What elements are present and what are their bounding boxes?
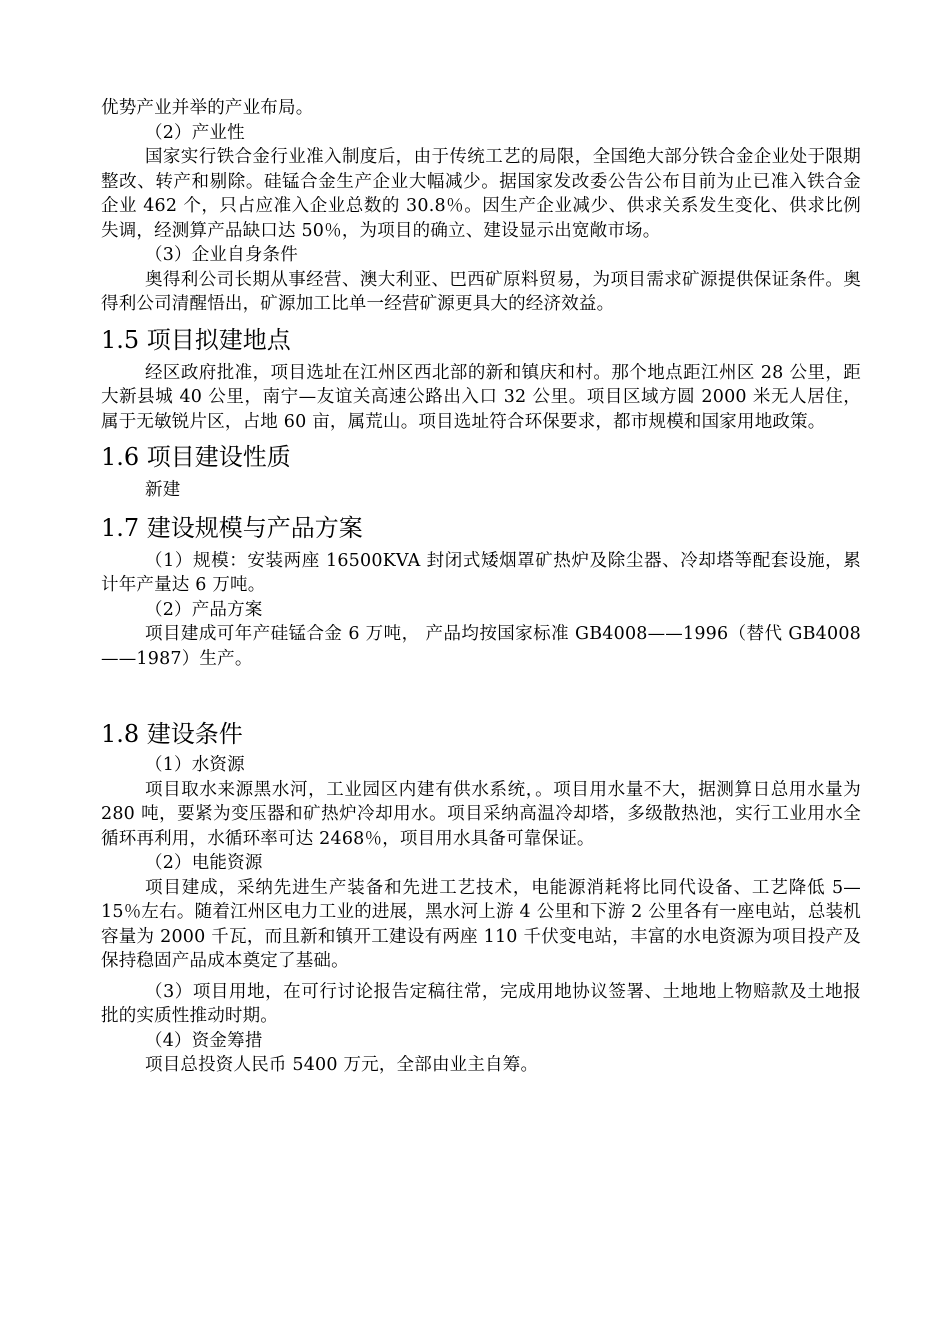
section-1-6-heading: 1.6 项目建设性质 [101,443,291,471]
item-3-paragraph: 奥得利公司长期从事经营、澳大利亚、巴西矿原料贸易，为项目需求矿源提供保证条件。奥得利公司清醒悟出，矿源加工比单一经营矿源更具大的经济效益。 [101,269,861,314]
section-1-7-item-2-paragraph: 项目建成可年产硅锰合金 6 万吨， 产品均按国家标准 GB4008——1996（替代 GB4008——1987）生产。 [101,624,861,669]
section-1-7-heading: 1.7 建设规模与产品方案 [101,513,363,542]
section-1-8-item-2-paragraph: 项目建成，采纳先进生产装备和先进工艺技术，电能源消耗将比同代设备、工艺降低 5—15％左右。随着江州区电力工业的进展，黑水河上游 4 公里和下游 2 公里各有一座电站，总装机容量为 2000 千瓦，而且新和镇开工建设有两座 110 千伏变电站，丰富的水电资源为项目投产及保持稳固产品成本奠定了基础。 [101,877,861,971]
section-1-8-heading: 1.8 建设条件 [101,720,243,748]
section-1-5-paragraph: 经区政府批准，项目选址在江州区西北部的新和镇庆和村。那个地点距江州区 28 公里，距大新县城 40 公里，南宁—友谊关高速公路出入口 32 公里。项目区域方圆 2000 米无人居住，属于无敏锐片区，占地 60 亩，属荒山。项目选址符合环保要求，都市规模和国家用地政策。 [101,362,861,432]
section-1-8-item-4-heading: （4）资金筹措 [145,1030,263,1051]
section-1-6-paragraph: 新建 [145,480,181,500]
section-1-8-item-1-paragraph: 项目取水来源黑水河，工业园区内建有供水系统，。项目用水量不大，据测算日总用水量为 280 吨，要紧为变压器和矿热炉冷却用水。项目采纳高温冷却塔，多级散热池，实行工业用水全循环再利用，水循环率可达 2468％，项目用水具备可靠保证。 [101,779,861,849]
section-1-8-item-2-heading: （2）电能资源 [145,853,263,873]
section-1-8-item-1-heading: （1）水资源 [145,755,245,775]
document-page [101,96,861,1078]
section-1-8-item-4-paragraph: 项目总投资人民币 5400 万元，全部由业主自筹。 [145,1055,539,1075]
section-1-8-item-3-paragraph: （3）项目用地，在可行讨论报告定稿往常，完成用地协议签署、土地地上物赔款及土地报批的实质性推动时期。 [101,981,861,1026]
item-2-paragraph: 国家实行铁合金行业准入制度后，由于传统工艺的局限，全国绝大部分铁合金企业处于限期整改、转产和剔除。硅锰合金生产企业大幅减少。据国家发改委公告公布目前为止已准入铁合金企业 462 个，只占应准入企业总数的 30.8％。因生产企业减少、供求关系发生变化、供求比例失调，经测算产品缺口达 50％，为项目的确立、建设显示出宽敞市场。 [101,147,861,241]
item-3-heading: （3）企业自身条件 [145,245,298,265]
section-1-7-item-2-heading: （2）产品方案 [145,599,263,620]
intro-tail-paragraph: 优势产业并举的产业布局。 [101,98,314,118]
section-1-7-item-1: （1）规模：安装两座 16500KVA 封闭式矮烟罩矿热炉及除尘器、冷却塔等配套设施，累计年产量达 6 万吨。 [101,550,861,595]
item-2-heading: （2）产业性 [145,122,245,143]
section-1-5-heading: 1.5 项目拟建地点 [101,325,291,354]
